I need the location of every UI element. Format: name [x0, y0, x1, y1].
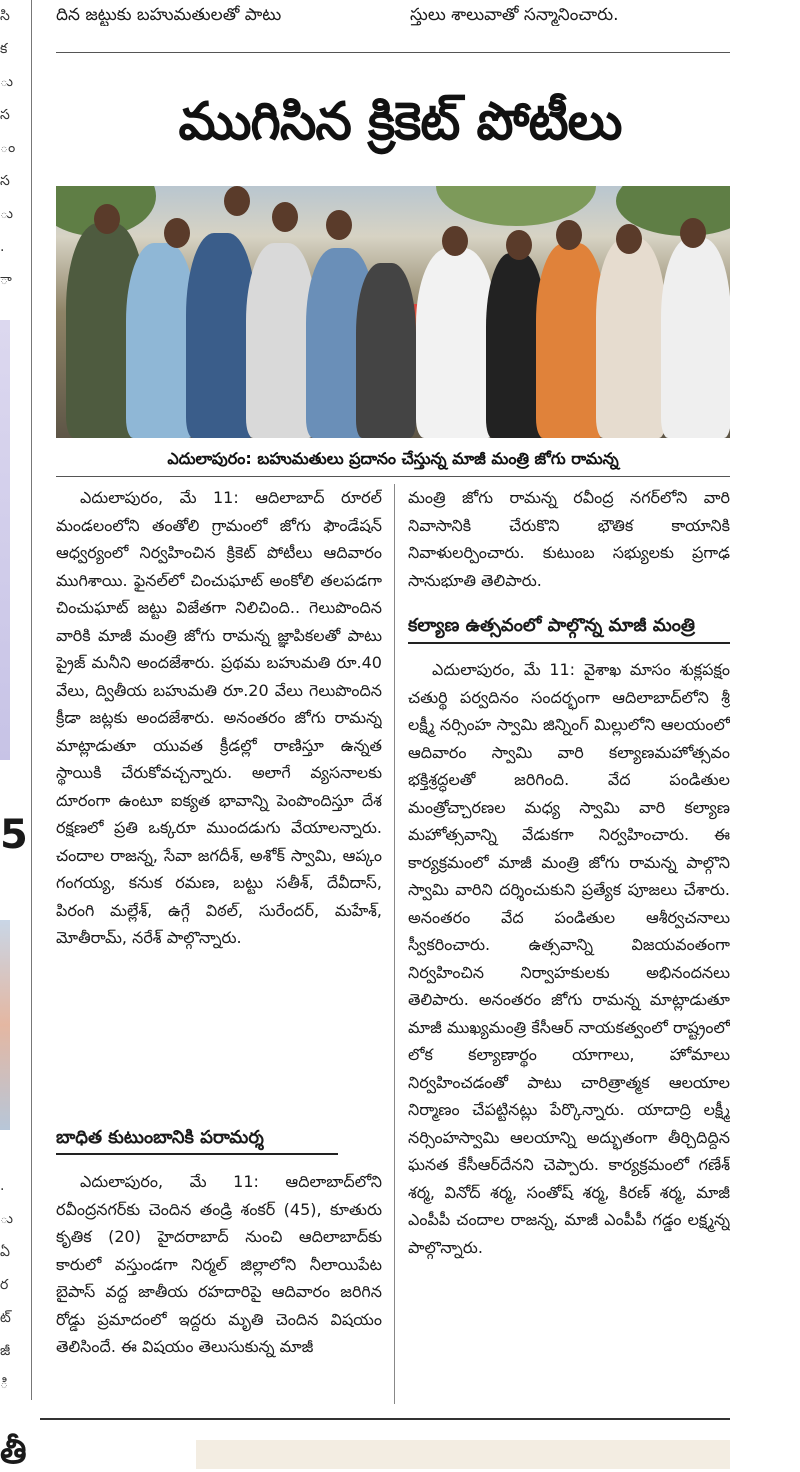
- condolence-heading: బాధిత కుటుంబానికి పరామర్శ: [56, 1127, 264, 1148]
- left-edge-fragment: .: [0, 239, 5, 255]
- left-edge-fragment: ఏ: [0, 1244, 10, 1260]
- left-edge-fragment: ా: [0, 272, 12, 288]
- article-main-body: ఎదులాపురం, మే 11: ఆదిలాబాద్ రూరల్ మండలంలోని తంతోలి గ్రామంలో జోగు ఫౌండేషన్ ఆధ్వర్యంలో నిర్వహించిన క్రికెట్ పోటీలు ఆదివారం ముగిశాయి. ఫైనల్‌లో చించుఘాట్ అంకోలి తలపడగా చించుఘాట్ జట్టు విజేతగా నిలిచింది.. గెలుపొందిన వారికి మాజీ మంత్రి జోగు రామన్న జ్ఞాపికలతో పాటు ప్రైజ్ మనీని అందజేశారు. ప్రథమ బహుమతి రూ.40 వేలు, ద్వితీయ బహుమతి రూ.20 వేలు గెలుపొందిన క్రీడా జట్లకు అందజేశారు. అనంతరం జోగు రామన్న మాట్లాడుతూ యువత క్రీడల్లో రాణిస్తూ ఉన్నత స్థాయికి చేరుకోవచ్చన్నారు. అలాగే వ్యసనాలకు దూరంగా ఉంటూ ఐక్యత భావాన్ని పెంపొందిస్తూ దేశ రక్షణలో ప్రతి ఒక్కరూ ముందడుగు వేయాలన్నారు. చందాల రాజన్న, సేవా జగదీశ్, అశోక్ స్వామి, ఆప్కం గంగయ్య, కనుక రమణ, బట్టు సతీశ్, దేవీదాస్, పిరంగి మల్లేశ్, ఉగ్గే విఠల్, సురేందర్, మహేశ్, మోతీరామ్, నరేశ్ పాల్గొన్నారు.: [56, 488, 382, 947]
- news-photo: [56, 186, 730, 438]
- article-wedding: [408, 656, 730, 1408]
- left-edge-fragment: ు: [0, 74, 13, 90]
- left-edge-fragment: ి: [0, 1376, 9, 1392]
- article-main: [56, 484, 382, 1144]
- left-edge-fragment: ు: [0, 1211, 13, 1227]
- left-edge-photo-strip: [0, 920, 10, 1130]
- bottom-shaded-box: [196, 1440, 730, 1469]
- left-edge-image-strip: [0, 320, 10, 760]
- left-edge-fragment: ం: [0, 140, 16, 156]
- left-edge-fragment: ర: [0, 1277, 9, 1293]
- left-edge-fragment: .: [0, 1178, 5, 1194]
- condolence-heading-underline: [56, 1153, 338, 1155]
- bottom-divider: [40, 1418, 730, 1420]
- top-left-fragment: దిన జట్టుకు బహుమతులతో పాటు: [56, 5, 282, 25]
- column-divider: [394, 484, 395, 1404]
- wedding-body: ఎదులాపురం, మే 11: వైశాఖ మాసం శుక్లపక్షం చతుర్థి పర్వదినం సందర్భంగా ఆదిలాబాద్‌లోని శ్రీ లక్ష్మీ నర్సింహ స్వామి జిన్నింగ్ మిల్లులోని ఆలయంలో ఆదివారం స్వామి వారి కల్యాణమహోత్సవం భక్తిశ్రద్ధలతో జరిగింది. వేద పండితుల మంత్రోచ్చారణల మధ్య స్వామి వారి కల్యాణ మహోత్సవాన్ని వేడుకగా నిర్వహించారు. ఈ కార్యక్రమంలో మాజీ మంత్రి జోగు రామన్న పాల్గొని స్వామి వారిని దర్శించుకుని ప్రత్యేక పూజలు చేశారు. అనంతరం వేద పండితుల ఆశీర్వచనాలు స్వీకరించారు. ఉత్సవాన్ని విజయవంతంగా నిర్వహించిన నిర్వాహకులకు అభినందనలు తెలిపారు. అనంతరం జోగు రామన్న మాట్లాడుతూ మాజీ ముఖ్యమంత్రి కేసీఆర్ నాయకత్వంలో రాష్ట్రంలో లోక కల్యాణార్థం యాగాలు, హోమాలు నిర్వహించడంతో పాటు చారిత్రాత్మక ఆలయాల నిర్మాణం చేపట్టినట్లు పేర్కొన్నారు. యాదాద్రి లక్ష్మీ నర్సింహస్వామి ఆలయాన్ని అద్భుతంగా తీర్చిదిద్దిన ఘనత కేసీఆర్‌దేనని చెప్పారు. కార్యక్రమంలో గణేశ్ శర్మ, వినోద్ శర్మ, సంతోష్ శర్మ, కిరణ్ శర్మ, మాజీ ఎంపీపీ చందాల రాజన్న, మాజీ ఎంపీపీ గడ్డం లక్ష్మన్న పాల్గొన్నారు.: [408, 660, 730, 1257]
- article-condolence-part1: [56, 1168, 382, 1408]
- left-edge-fragment: స: [0, 173, 10, 189]
- wedding-heading: కల్యాణ ఉత్సవంలో పాల్గొన్న మాజీ మంత్రి: [408, 615, 696, 636]
- left-edge-bottom-strip: [0, 1170, 26, 1401]
- condolence-body-1: ఎదులాపురం, మే 11: ఆదిలాబాద్‌లోని రవీంద్రనగర్‌కు చెందిన తండ్రి శంకర్ (45), కూతురు కృతిక (20) హైదరాబాద్ నుంచి ఆదిలాబాద్‌కు కారులో వస్తుండగా నిర్మల్ జిల్లాలోని నీలాయిపేట బైపాస్ వద్ద జాతీయ రహదారిపై ఆదివారం జరిగిన రోడ్డు ప్రమాదంలో ఇద్దరు మృతి చెందిన విషయం తెలిసిందే. ఈ విషయం తెలుసుకున్న మాజీ: [56, 1172, 382, 1356]
- headline: ముగిసిన క్రికెట్ పోటీలు: [178, 92, 622, 152]
- condolence-body-2: మంత్రి జోగు రామన్న రవీంద్ర నగర్‌లోని వారి నివాసానికి చేరుకొని భౌతిక కాయానికి నివాళులర్పించారు. కుటుంబ సభ్యులకు ప్రగాఢ సానుభూతి తెలిపారు.: [408, 488, 730, 590]
- wedding-heading-underline: [408, 642, 730, 644]
- left-edge-fragment: స: [0, 107, 10, 123]
- left-edge-fragment: జీ: [0, 1343, 11, 1359]
- photo-caption: ఎదులాపురం: బహుమతులు ప్రదానం చేస్తున్న మాజీ మంత్రి జోగు రామన్న: [167, 449, 619, 468]
- top-divider: [56, 52, 730, 53]
- left-column-rule: [31, 0, 32, 1400]
- left-edge-number: 5: [0, 812, 28, 858]
- left-edge-fragment: క: [0, 41, 8, 57]
- left-edge-fragment: ు: [0, 206, 13, 222]
- article-condolence-part2: [408, 484, 730, 596]
- left-edge-fragment: సి: [0, 8, 10, 24]
- caption-divider: [56, 476, 730, 477]
- left-edge-fragment: ట్: [0, 1310, 11, 1326]
- top-right-fragment: స్తులు శాలువాతో సన్మానించారు.: [410, 5, 619, 25]
- bottom-headline-fragment: తీ: [0, 1432, 27, 1472]
